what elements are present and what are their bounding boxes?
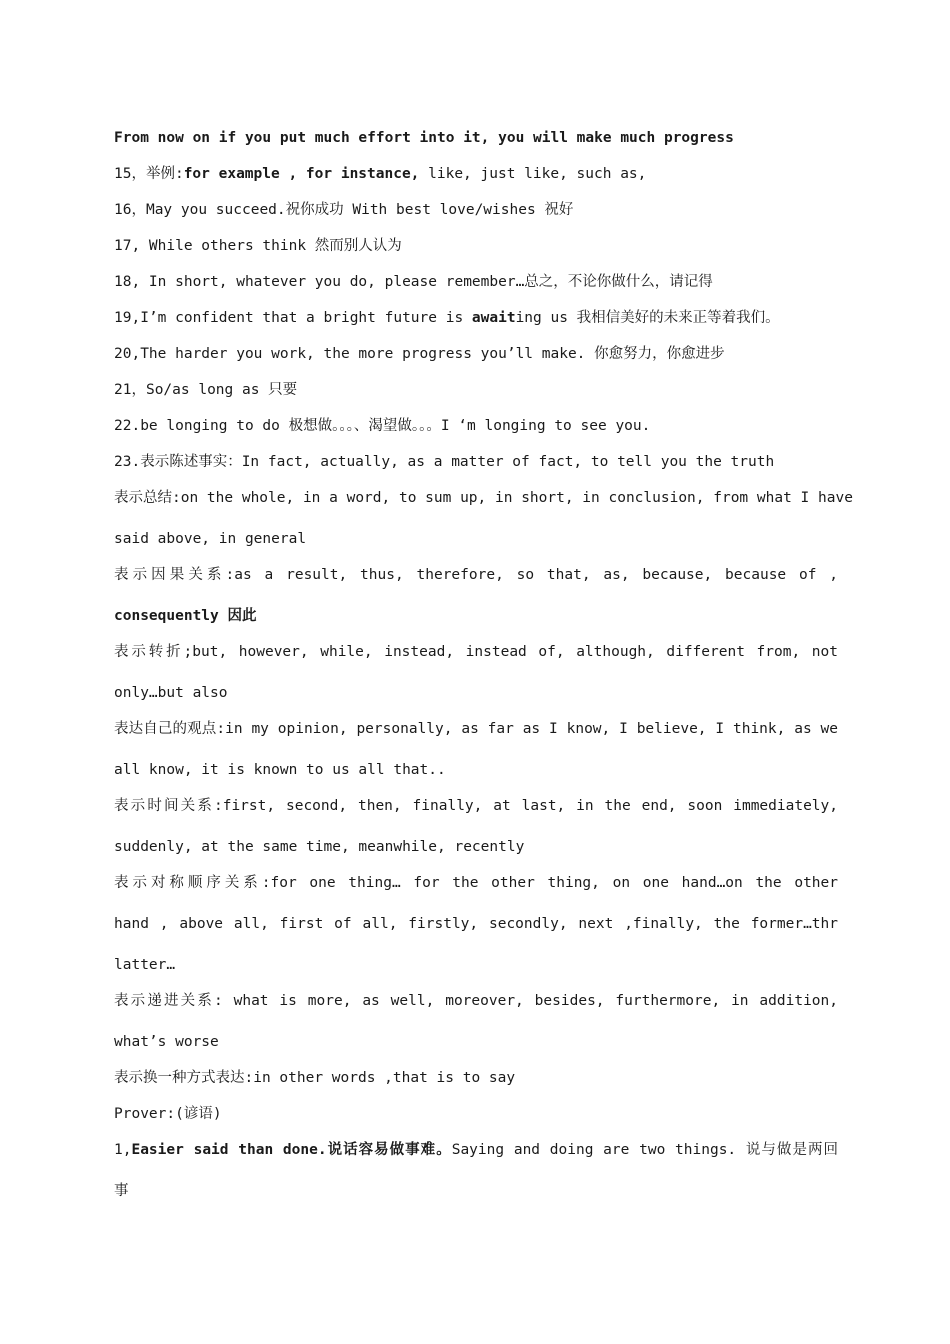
text-line: [114, 565, 838, 585]
text-line: [114, 796, 838, 816]
text-line: [114, 991, 838, 1011]
text-line: [114, 164, 838, 184]
text-line: [114, 344, 838, 364]
text-line: [114, 1068, 838, 1088]
text-line: [114, 719, 838, 739]
text-line: [114, 642, 838, 662]
text-line: [114, 606, 838, 626]
text-segment: 20,The harder you work, the more progress you’ll make. 你愈努力，你愈进步: [114, 346, 725, 362]
text-line: [114, 308, 838, 328]
text-segment: Easier said than done.说话容易做事难。: [131, 1142, 452, 1158]
text-line: [114, 1032, 838, 1052]
text-segment: latter…: [114, 957, 176, 973]
text-line: [114, 955, 838, 975]
text-segment: 表示换一种方式表达:in other words ,that is to say: [114, 1070, 516, 1086]
text-segment: suddenly, at the same time, meanwhile, recently: [114, 839, 525, 855]
text-segment: From now on if you put much effort into it, you will make much progress: [114, 130, 734, 146]
text-segment: for example , for instance,: [183, 166, 420, 182]
text-segment: 19,I’m confident that a bright future is: [114, 310, 472, 326]
text-segment: like, just like, such as,: [419, 166, 647, 182]
text-segment: hand , above all, first of all, firstly, secondly, next ,finally, the former…thr: [114, 916, 838, 932]
text-segment: 22.be longing to do 极想做。。。、渴望做。。。I ‘m longing to see you.: [114, 418, 651, 434]
text-line: [114, 529, 838, 549]
text-segment: 表示时间关系:first, second, then, finally, at last, in the end, soon immediately,: [114, 798, 838, 814]
text-line: [114, 760, 838, 780]
text-segment: await: [471, 310, 516, 326]
text-segment: 表示因果关系:as a result, thus, therefore, so that, as, because, because of ,: [114, 567, 838, 583]
text-line: [114, 1140, 838, 1160]
text-segment: 15，举例:: [114, 166, 184, 182]
text-line: [114, 1104, 838, 1124]
text-segment: 16，May you succeed.祝你成功 With best love/wishes 祝好: [114, 202, 574, 218]
text-line: [114, 236, 838, 256]
text-segment: only…but also: [114, 685, 228, 701]
text-segment: 18, In short, whatever you do, please remember…总之，不论你做什么，请记得: [114, 274, 713, 290]
text-segment: ing us 我相信美好的未来正等着我们。: [515, 310, 780, 326]
text-segment: 1,: [114, 1142, 132, 1158]
text-segment: 事: [114, 1183, 129, 1199]
text-segment: 21，So/as long as 只要: [114, 382, 298, 398]
text-line: [114, 128, 838, 148]
text-line: [114, 1181, 838, 1201]
text-line: [114, 452, 838, 472]
text-segment: Prover:(谚语): [114, 1106, 222, 1122]
text-line: [114, 380, 838, 400]
text-line: [114, 416, 838, 436]
text-line: [114, 873, 838, 893]
text-line: [114, 837, 838, 857]
text-segment: 表示对称顺序关系:for one thing… for the other thing, on one hand…on the other: [114, 875, 838, 891]
text-line: [114, 200, 838, 220]
text-segment: 表达自己的观点:in my opinion, personally, as far as I know, I believe, I think, as we: [114, 721, 838, 737]
text-line: [114, 914, 838, 934]
text-segment: 表示总结:on the whole, in a word, to sum up, in short, in conclusion, from what I have: [114, 490, 853, 506]
text-segment: 表示递进关系: what is more, as well, moreover, besides, furthermore, in addition,: [114, 993, 838, 1009]
text-segment: all know, it is known to us all that..: [114, 762, 446, 778]
text-segment: 23.表示陈述事实：In fact, actually, as a matter of fact, to tell you the truth: [114, 454, 775, 470]
text-line: [114, 272, 838, 292]
text-line: [114, 683, 838, 703]
text-segment: 表示转折;but, however, while, instead, instead of, although, different from, not: [114, 644, 838, 660]
text-segment: 17, While others think 然而别人认为: [114, 238, 402, 254]
text-segment: said above, in general: [114, 531, 307, 547]
text-segment: consequently 因此: [114, 608, 257, 624]
text-line: [114, 488, 853, 508]
text-segment: Saying and doing are two things. 说与做是两回: [451, 1142, 838, 1158]
text-segment: what’s worse: [114, 1034, 219, 1050]
